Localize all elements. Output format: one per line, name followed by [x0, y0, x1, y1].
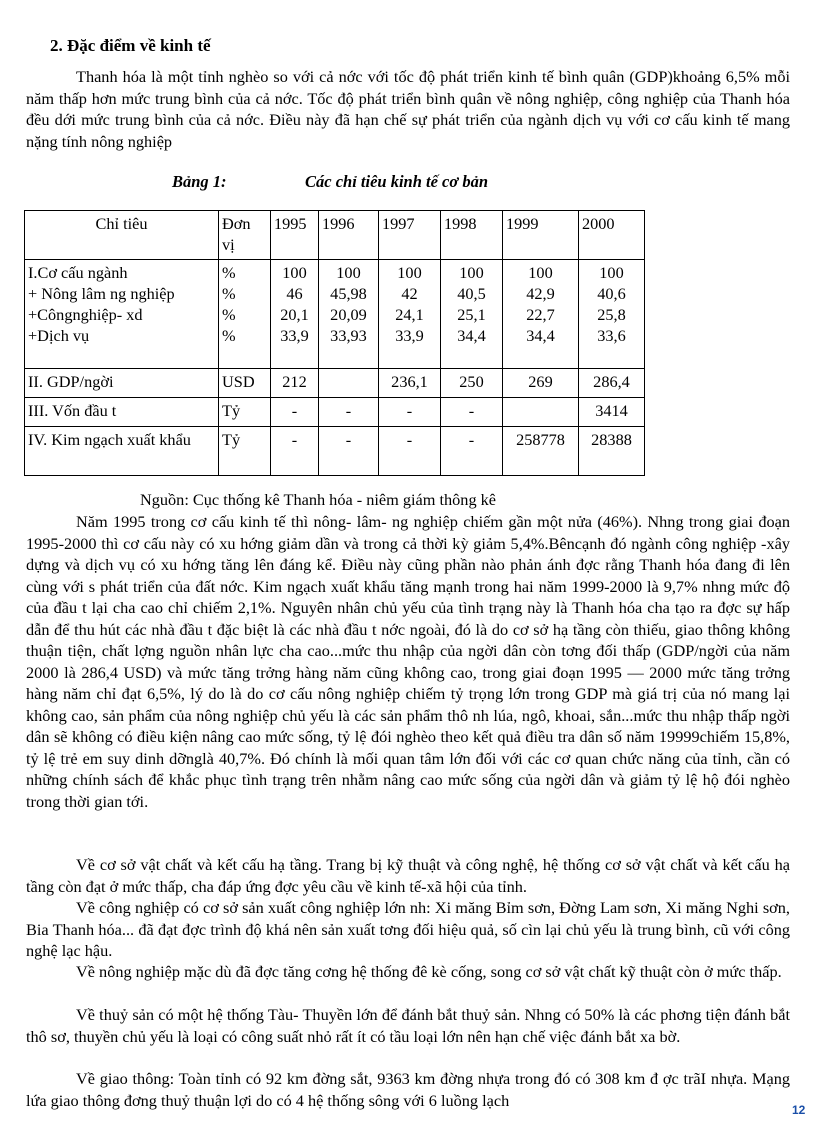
header-unit-line2: vị — [222, 235, 235, 254]
cell-value — [319, 369, 379, 398]
structure-values-1995 — [271, 260, 319, 369]
structure-label: +Dịch vụ — [28, 326, 90, 345]
cell-value: - — [319, 427, 379, 476]
intro-paragraph: Thanh hóa là một tỉnh nghèo so với cả nớc với tốc độ phát triển kinh tế bình quân (GDP)khoảng 6,5% mỗi năm thấp hơn mức trung bình của cả nớc. Tốc độ phát triển bình quân về nông nghiệp, công nghiệp của Thanh hóa đều dới mức trung bình của cả nớc. Điều này đã hạn chế sự phát triển của ngành dịch vụ với cơ cấu kinh tế mang nặng tính nông nghiệp — [26, 67, 790, 151]
structure-unit: % — [222, 284, 236, 303]
structure-unit: % — [222, 326, 236, 345]
cell-value: - — [441, 427, 503, 476]
cell-value: 33,9 — [395, 326, 424, 345]
cell-value: 100 — [397, 263, 422, 282]
cell-value: 42 — [401, 284, 418, 303]
body-paragraph-transport: Về giao thông: Toàn tỉnh có 92 km đờng sắt, 9363 km đờng nhựa trong đó có 308 km đ ợc trãI nhựa. Mạng lứa giao thông đơng thuỷ thuận lợi do có 4 hệ thống sông với 6 luồng lạch — [26, 1069, 790, 1110]
body-paragraph-fishery: Về thuỷ sản có một hệ thống Tàu- Thuyền lớn để đánh bắt thuỷ sản. Nhng có 50% là các phơng tiện đánh bắt thô sơ, thuyền chủ yếu là loại có công suất nhỏ rất ít có tầu loại lớn nên hạn chế việc đánh bắt xa bờ. — [26, 1005, 790, 1046]
cell-value: 20,1 — [280, 305, 309, 324]
cell-value: 22,7 — [526, 305, 555, 324]
cell-value: 269 — [503, 369, 579, 398]
cell-value: 46 — [286, 284, 303, 303]
structure-label: I.Cơ cấu ngành — [28, 263, 128, 282]
cell-value: 258778 — [503, 427, 579, 476]
cell-value: 286,4 — [579, 369, 645, 398]
table-row-structure — [25, 260, 645, 369]
table-source-note: Nguồn: Cục thống kê Thanh hóa - niêm giám thông kê — [140, 490, 497, 509]
cell-value: - — [271, 427, 319, 476]
economic-indicators-table — [24, 210, 645, 476]
structure-values-1999 — [503, 260, 579, 369]
cell-value: - — [319, 398, 379, 427]
structure-label: + Nông lâm ng nghiệp — [28, 284, 175, 303]
header-year: 1998 — [441, 211, 503, 260]
structure-unit: % — [222, 305, 236, 324]
cell-value: 100 — [282, 263, 307, 282]
gdp-unit: USD — [219, 369, 271, 398]
cell-value: 42,9 — [526, 284, 555, 303]
cell-value: 40,6 — [597, 284, 626, 303]
cell-value: 33,6 — [597, 326, 626, 345]
cell-value — [503, 398, 579, 427]
page-number: 12 — [792, 1103, 806, 1117]
cell-value: 100 — [528, 263, 553, 282]
cell-value: 45,98 — [330, 284, 367, 303]
cell-value: 33,9 — [280, 326, 309, 345]
structure-label: +Côngnghiệp- xd — [28, 305, 143, 324]
structure-unit: % — [222, 263, 236, 282]
cell-value: - — [379, 398, 441, 427]
cell-value: 250 — [441, 369, 503, 398]
cell-value: 34,4 — [526, 326, 555, 345]
cell-value: 100 — [336, 263, 361, 282]
cell-value: - — [271, 398, 319, 427]
body-paragraph-infrastructure: Về cơ sở vật chất và kết cấu hạ tầng. Trang bị kỹ thuật và công nghệ, hệ thống cơ sở vật chất và kết cấu hạ tầng còn đạt ở mức thấp, cha đáp ứng đợc yêu cầu về kinh tế-xã hội của tỉnh. — [26, 855, 790, 896]
table-header-row — [25, 211, 645, 260]
table-row-capital — [25, 398, 645, 427]
cell-value: - — [441, 398, 503, 427]
cell-value: 28388 — [579, 427, 645, 476]
cell-value: 100 — [599, 263, 624, 282]
structure-units — [219, 260, 271, 369]
body-paragraph-industry: Về công nghiệp có cơ sở sản xuất công nghiệp lớn nh: Xi măng Bỉm sơn, Đờng Lam sơn, Xi măng Nghi sơn, Bia Thanh hóa... đã đạt đợc trình độ khá nên sản xuất tơng đối hiệu quả, số cìn lại chủ yếu là trung bình, cũ với công nghệ lạc hậu. — [26, 898, 790, 960]
cell-value: - — [379, 427, 441, 476]
table-row-export — [25, 427, 645, 476]
cell-value: 100 — [459, 263, 484, 282]
cell-value: 40,5 — [457, 284, 486, 303]
header-year: 1995 — [271, 211, 319, 260]
structure-values-2000 — [579, 260, 645, 369]
header-unit-line1: Đơn — [222, 214, 251, 233]
gdp-label: II. GDP/ngời — [25, 369, 219, 398]
cell-value: 20,09 — [330, 305, 367, 324]
body-paragraph-economy: Năm 1995 trong cơ cấu kinh tế thì nông- lâm- ng nghiệp chiếm gần một nửa (46%). Nhng trong giai đoạn 1995-2000 thì cơ cấu này có xu hớng giảm dần và trong cả thời kỳ giảm 5,4%.Bêncạnh đó ngành công nghiệp -xây dựng và dịch vụ có xu hớng tăng lên đáng kể. Điều này cũng phần nào phản ánh đợc rằng Thanh hóa đang đi lên cùng với s phát triển của đất nớc. Kim ngạch xuất khẩu tăng mạnh trong hai năm 1999-2000 là 9,7% nhng mức độ của đầu t lại cha cao chỉ chiếm 2,1%. Nguyên nhân chủ yếu của tình trạng này là Thanh hóa cha tạo ra đợc sự hấp dẫn để thu hút các nhà đầu t đặc biệt là các nhà đầu t nớc ngoài, đó là do cơ sở hạ tầng còn thiếu, giao thông không thuận tiện, chất lợng nguồn nhân lực cha cao...mức thu nhập của ngời dân còn tơng đối thấp (GDP/ngời của năm 2000 là 286,4 USD) và mức tăng trởng hàng năm cũng không cao, trong giai đoạn 1995 — 2000 mức tăng trởng hàng năm chỉ đạt 6,5%, lý do là do cơ cấu nông nghiệp chiếm tỷ trọng lớn trong GDP mà giá trị của nó mang lại không cao, sản phẩm của nông nghiệp chủ yếu là các sản phẩm thô nh lúa, ngô, khoai, sắn...mức thu nhập thấp ngời dân sẽ không có điều kiện nâng cao mức sống, tỷ lệ đói nghèo theo kết quả điều tra dân số năm 19999chiếm 15,8%, tỷ lệ trẻ em suy dinh dỡnglà 40,7%. Đó chính là mối quan tâm lớn đối với các cơ quan chức năng của tỉnh, cần có những chính sách để khắc phục tình trạng trên nhằm nâng cao mức sống của ngời dân và giảm tỷ lệ hộ đói nghèo trong thời gian tới. — [26, 512, 790, 811]
structure-values-1998 — [441, 260, 503, 369]
structure-values-1996 — [319, 260, 379, 369]
header-year: 1997 — [379, 211, 441, 260]
body-paragraph-agriculture: Về nông nghiệp mặc dù đã đợc tăng cơng hệ thống đê kè cống, song cơ sở vật chất kỹ thuật còn ở mức thấp. — [76, 962, 782, 981]
header-indicator: Chỉ tiêu — [25, 211, 219, 260]
cell-value: 25,1 — [457, 305, 486, 324]
cell-value: 24,1 — [395, 305, 424, 324]
cell-value: 3414 — [579, 398, 645, 427]
structure-labels — [25, 260, 219, 369]
export-unit: Tỷ — [219, 427, 271, 476]
structure-values-1997 — [379, 260, 441, 369]
capital-label: III. Vốn đầu t — [25, 398, 219, 427]
cell-value: 236,1 — [379, 369, 441, 398]
table-caption-label: Bảng 1: — [172, 172, 227, 191]
header-year: 1999 — [503, 211, 579, 260]
cell-value: 33,93 — [330, 326, 367, 345]
capital-unit: Tỷ — [219, 398, 271, 427]
section-heading: 2. Đặc điểm về kinh tế — [50, 36, 211, 55]
table-row-gdp — [25, 369, 645, 398]
header-unit — [219, 211, 271, 260]
table-caption-text: Các chỉ tiêu kinh tế cơ bản — [305, 172, 489, 191]
export-label: IV. Kim ngạch xuất khẩu — [25, 427, 219, 476]
cell-value: 25,8 — [597, 305, 626, 324]
header-year: 1996 — [319, 211, 379, 260]
header-year: 2000 — [579, 211, 645, 260]
cell-value: 34,4 — [457, 326, 486, 345]
cell-value: 212 — [271, 369, 319, 398]
